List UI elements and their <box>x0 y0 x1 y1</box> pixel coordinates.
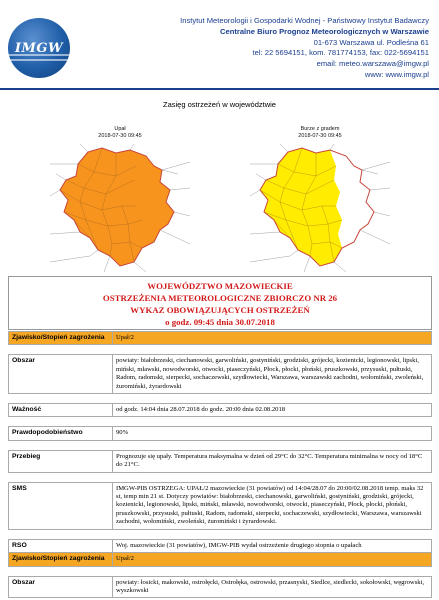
row-key: Prawdopodobieństwo <box>9 427 113 440</box>
row-spacer <box>9 529 432 539</box>
map-heat-outer-border-4 <box>162 162 190 170</box>
row-key: Obszar <box>9 355 113 394</box>
row-spacer <box>9 472 432 482</box>
warning-list-title: WYKAZ OBOWIĄZUJĄCYCH OSTRZEŻEŃ <box>130 305 310 315</box>
map-storm-outer-border-7 <box>360 230 390 244</box>
row-value: Upał/2 <box>113 332 432 345</box>
map-storm-outer-border-4 <box>362 162 390 170</box>
warning-region: WOJEWÓDZTWO MAZOWIECKIE <box>147 281 293 291</box>
row-value: powiaty: białobrzeski, ciechanowski, garwoliński, gostyniński, grodziski, grójecki, kozienicki, legionowski, lipski, miński, mławski, nowodworski, otwocki, piaseczyński, Płock, płocki, płoński, pruszkowski, przysuski, pułtuski, Radom, radomski, sierpecki, sochaczewski, szydłowiecki, Warszawa, warszawski zachodni, wołomiński, zwoleński, żuromiński, żyrardowski <box>113 355 432 394</box>
map-heat-label: Upał <box>114 126 126 132</box>
maps-title: Zasięg ostrzeżeń w województwie <box>163 100 276 109</box>
org-info <box>99 16 429 81</box>
row-key: Przebieg <box>9 450 113 472</box>
bureau-name: Centralne Biuro Prognoz Meteorologicznych w Warszawie <box>220 26 429 36</box>
map-heat-outer-border-3 <box>50 250 98 262</box>
map-heat <box>50 126 190 272</box>
map-storm-outer-border-12 <box>256 174 266 180</box>
row-value: IMGW-PIB OSTRZEGA: UPAŁ/2 mazowieckie (31 powiatów) od 14:04/28.07 do 20:00/02.08.2018 temp. maks 32 st, temp min 21 st. Dotyczy powiatów: białobrzeski, ciechanowski, garwoliński, gostyniński, grodziski, grójecki, kozienicki, legionowski, lipski, miński, mławski, nowodworski, otwocki, piaseczyński, Płock, płocki, płoński, pruszkowski, przysuski, pułtuski, Radom, radomski, sierpecki, sochaczewski, szydłowiecki, Warszawa, warszawski zachodni, wołomiński, zwoleński, żuromiński i żyrardowski. <box>113 482 432 529</box>
map-storm-outer-border-6 <box>374 212 390 216</box>
table-row <box>9 355 432 394</box>
logo-text: IMGW <box>14 40 64 56</box>
phones: tel: 22 5694151, kom. 781774153, fax: 022-5694151 <box>252 48 429 58</box>
row-value: Upał/2 <box>113 553 432 566</box>
map-storm-outer-border-5 <box>370 188 390 190</box>
map-heat-outer-border-8 <box>134 262 146 272</box>
row-spacer <box>9 417 432 427</box>
map-heat-outer-border-6 <box>174 212 190 216</box>
map-heat-outer-border-9 <box>104 256 110 272</box>
row-spacer <box>9 394 432 404</box>
table-row <box>9 427 432 440</box>
warning-header <box>8 276 432 330</box>
table-row <box>9 576 432 598</box>
row-key: Zjawisko/Stopień zagrożenia <box>9 332 113 345</box>
row-value: 90% <box>113 427 432 440</box>
map-heat-image <box>50 144 190 272</box>
header <box>0 0 439 86</box>
email[interactable]: email: meteo.warszawa@imgw.pl <box>316 59 429 69</box>
map-heat-outer-border-12 <box>56 174 66 180</box>
map-storm-outer-border-11 <box>330 144 334 150</box>
table-row <box>9 482 432 529</box>
map-storm <box>250 126 390 272</box>
imgw-logo <box>8 18 70 78</box>
map-heat-outer-border-1 <box>50 190 60 196</box>
row-spacer <box>9 566 432 576</box>
org-name: Instytut Meteorologii i Gospodarki Wodnej - Państwowy Instytut Badawczy <box>180 16 429 25</box>
table-row <box>9 539 432 552</box>
row-key: RSO <box>9 539 113 552</box>
row-value: Woj. mazowieckie (31 powiatów), IMGW-PIB wydał ostrzeżenie drugiego stopnia o upałach <box>113 539 432 552</box>
row-spacer <box>9 345 432 355</box>
www[interactable]: www: www.imgw.pl <box>364 69 429 79</box>
warning-time: o godz. 09:45 dnia 30.07.2018 <box>165 317 275 327</box>
row-key: Obszar <box>9 576 113 598</box>
map-storm-label: Burze z gradem <box>300 126 340 132</box>
map-heat-outer-border-11 <box>130 144 134 150</box>
map-heat-outer-border-7 <box>160 230 190 244</box>
map-heat-outer-border-2 <box>50 232 80 234</box>
row-key: SMS <box>9 482 113 529</box>
map-heat-date: 2018-07-30 09:45 <box>98 133 142 139</box>
map-storm-outer-border-3 <box>250 250 298 262</box>
map-storm-outer-border-9 <box>304 256 310 272</box>
map-heat-outer-border-5 <box>170 188 190 190</box>
row-key: Ważność <box>9 404 113 417</box>
row-value: powiaty: łosicki, makowski, ostrołęcki, Ostrołęka, ostrowski, przasnyski, Siedlce, siedlecki, sokołowski, węgrowski, wyszkowski <box>113 576 432 598</box>
row-key: Zjawisko/Stopień zagrożenia <box>9 553 113 566</box>
map-heat-outer-border-10 <box>80 144 88 152</box>
table-row <box>9 332 432 345</box>
table-row <box>9 404 432 417</box>
row-spacer <box>9 440 432 450</box>
address: 01-673 Warszawa ul. Podleśna 61 <box>313 37 429 47</box>
map-storm-outer-border-10 <box>280 144 288 152</box>
row-value: Prognozuje się upały. Temperatura maksymalna w dzień od 29°C do 32°C. Temperatura minimalna w nocy od 18°C do 21°C. <box>113 450 432 472</box>
map-storm-outer-border-13 <box>362 170 378 174</box>
header-divider <box>0 88 439 90</box>
map-storm-image <box>250 144 390 272</box>
row-value: od godz. 14:04 dnia 28.07.2018 do godz. 20:00 dnia 02.08.2018 <box>113 404 432 417</box>
map-heat-outer-border-13 <box>162 170 178 174</box>
warnings-table <box>8 331 432 598</box>
table-row <box>9 450 432 472</box>
table-row <box>9 553 432 566</box>
map-storm-outer-border-8 <box>334 262 346 272</box>
map-storm-outer-border-1 <box>250 190 260 196</box>
map-storm-outer-border-2 <box>250 232 280 234</box>
map-storm-date: 2018-07-30 09:45 <box>298 133 342 139</box>
warning-title: OSTRZEŻENIA METEOROLOGICZNE ZBIORCZO NR 26 <box>102 293 338 303</box>
